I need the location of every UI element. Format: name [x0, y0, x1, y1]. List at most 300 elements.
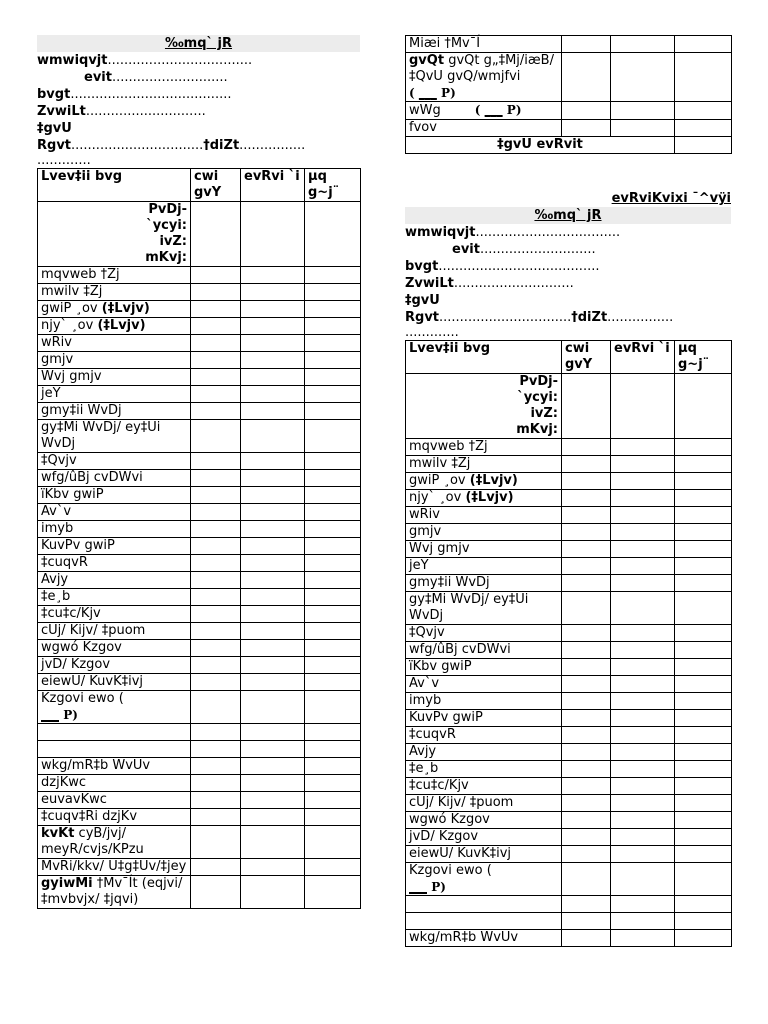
cell[interactable]	[241, 352, 305, 369]
item-name: wWg ( ___ P)	[406, 102, 562, 120]
cell[interactable]	[241, 606, 305, 623]
cell[interactable]	[305, 453, 361, 470]
meal-label: PvDj-	[519, 374, 558, 389]
field-label: ZvwiLt	[405, 276, 454, 291]
cell[interactable]	[675, 778, 732, 795]
cell[interactable]	[562, 524, 611, 541]
cell[interactable]	[675, 846, 732, 863]
table-row	[406, 761, 732, 778]
item-name: Wvj gmjv	[406, 541, 562, 558]
cell[interactable]	[675, 930, 732, 947]
item-name: ïKbv gwiP	[38, 487, 191, 504]
cell[interactable]	[611, 558, 675, 575]
field-label: bvgt	[37, 87, 71, 102]
cell[interactable]	[675, 812, 732, 829]
cell[interactable]	[191, 504, 241, 521]
cell[interactable]	[241, 572, 305, 589]
cell[interactable]	[191, 589, 241, 606]
cell[interactable]	[675, 795, 732, 812]
cell[interactable]	[191, 267, 241, 284]
cell[interactable]	[562, 795, 611, 812]
cell[interactable]	[241, 640, 305, 657]
cell[interactable]	[611, 102, 675, 120]
cell[interactable]	[675, 727, 732, 744]
item-name	[38, 724, 191, 741]
cell[interactable]	[191, 284, 241, 301]
cell[interactable]	[611, 36, 675, 53]
item-name: jeY	[406, 558, 562, 575]
col-quantity: cwi gvY	[562, 341, 611, 374]
cell[interactable]	[562, 374, 611, 439]
item-name: ‡Qvjv	[406, 625, 562, 642]
paren-close: P)	[63, 708, 78, 722]
cell[interactable]	[611, 896, 675, 913]
table-row	[38, 792, 361, 809]
cell[interactable]	[241, 741, 305, 758]
cell[interactable]	[611, 930, 675, 947]
cell[interactable]	[305, 691, 361, 724]
cell[interactable]	[611, 456, 675, 473]
header-line-4	[405, 275, 731, 292]
cell[interactable]	[562, 439, 611, 456]
cell[interactable]	[241, 792, 305, 809]
cell[interactable]	[675, 896, 732, 913]
cell[interactable]	[305, 504, 361, 521]
cell[interactable]	[675, 863, 732, 896]
table-row	[406, 439, 732, 456]
table-row	[406, 710, 732, 727]
cell[interactable]	[305, 809, 361, 826]
cell[interactable]	[191, 386, 241, 403]
cell[interactable]	[562, 659, 611, 676]
cell[interactable]	[241, 555, 305, 572]
cell[interactable]	[675, 374, 732, 439]
table-row	[38, 758, 361, 775]
cell[interactable]	[611, 829, 675, 846]
table-row	[406, 829, 732, 846]
item-name: Miæi †Mv¯Í	[406, 36, 562, 53]
cell[interactable]	[241, 202, 305, 267]
table-row	[406, 693, 732, 710]
paren-close: P)	[441, 86, 456, 100]
header-line-6	[37, 137, 360, 154]
cell[interactable]	[191, 301, 241, 318]
cell[interactable]	[241, 386, 305, 403]
cell[interactable]	[611, 744, 675, 761]
cell[interactable]	[675, 507, 732, 524]
cell[interactable]	[675, 490, 732, 507]
table-row	[38, 775, 361, 792]
table-row	[406, 913, 732, 930]
cell[interactable]	[562, 642, 611, 659]
cell[interactable]	[241, 775, 305, 792]
item-name: MvRi/kkv/ U‡g‡Uv/‡jey	[38, 859, 191, 876]
cell[interactable]	[611, 710, 675, 727]
item-name: ‡cuqvR	[38, 555, 191, 572]
cell[interactable]	[611, 625, 675, 642]
cell[interactable]	[611, 761, 675, 778]
cell[interactable]	[191, 538, 241, 555]
cell[interactable]	[305, 876, 361, 909]
cell[interactable]	[305, 674, 361, 691]
cell[interactable]	[241, 876, 305, 909]
cell[interactable]	[191, 470, 241, 487]
cell[interactable]	[611, 913, 675, 930]
cell[interactable]	[562, 761, 611, 778]
cell[interactable]	[675, 575, 732, 592]
field-blank: ................	[239, 138, 306, 153]
cell[interactable]	[611, 120, 675, 137]
cell[interactable]	[562, 507, 611, 524]
cell[interactable]	[562, 693, 611, 710]
cell[interactable]	[191, 352, 241, 369]
col-market-rate: evRvi `i	[611, 341, 675, 374]
cell[interactable]	[305, 792, 361, 809]
cell[interactable]	[191, 691, 241, 724]
header-line-7: .............	[405, 325, 459, 340]
cell[interactable]	[241, 267, 305, 284]
cell[interactable]	[191, 555, 241, 572]
item-name: eiewU/ KuvK‡ivj	[406, 846, 562, 863]
item-text: wWg	[409, 103, 441, 118]
cell[interactable]	[611, 795, 675, 812]
meal-label: mKvj:	[516, 422, 558, 437]
cell[interactable]	[191, 792, 241, 809]
cell[interactable]	[562, 863, 611, 896]
cell[interactable]	[305, 301, 361, 318]
table-row	[38, 335, 361, 352]
cell[interactable]	[562, 456, 611, 473]
cell[interactable]	[191, 521, 241, 538]
cell[interactable]	[675, 693, 732, 710]
table-row	[406, 812, 732, 829]
cell[interactable]	[191, 420, 241, 453]
cell[interactable]	[241, 674, 305, 691]
cell[interactable]	[191, 403, 241, 420]
cell[interactable]	[562, 541, 611, 558]
header-line-1	[405, 224, 731, 241]
meal-row	[38, 202, 361, 267]
cell[interactable]	[305, 284, 361, 301]
field-label: Rgvt	[37, 138, 72, 153]
item-name: ‡e¸b	[38, 589, 191, 606]
cell[interactable]	[305, 826, 361, 859]
cell[interactable]	[305, 386, 361, 403]
item-name: gmy‡ii WvDj	[406, 575, 562, 592]
cell[interactable]	[611, 642, 675, 659]
cell[interactable]	[305, 572, 361, 589]
table-row	[38, 284, 361, 301]
cell[interactable]	[191, 775, 241, 792]
item-name: imyb	[406, 693, 562, 710]
col-quantity: cwi gvY	[191, 169, 241, 202]
cell[interactable]	[305, 487, 361, 504]
form-title: ‰mq` jR	[37, 35, 360, 52]
cell[interactable]	[611, 507, 675, 524]
cell[interactable]	[611, 693, 675, 710]
cell[interactable]	[611, 524, 675, 541]
meal-row	[406, 374, 732, 439]
table-row	[406, 36, 732, 53]
cell[interactable]	[241, 859, 305, 876]
item-name: Avjy	[38, 572, 191, 589]
cell[interactable]	[562, 592, 611, 625]
cell[interactable]	[305, 521, 361, 538]
cell[interactable]	[675, 829, 732, 846]
cell[interactable]	[241, 369, 305, 386]
right-form	[405, 190, 731, 947]
cell[interactable]	[675, 456, 732, 473]
cell[interactable]	[305, 859, 361, 876]
cell[interactable]	[611, 676, 675, 693]
cell[interactable]	[562, 53, 611, 102]
cell[interactable]	[562, 36, 611, 53]
cell[interactable]	[241, 623, 305, 640]
cell[interactable]	[611, 473, 675, 490]
cell[interactable]	[562, 558, 611, 575]
item-name: mwilv ‡Zj	[38, 284, 191, 301]
cell[interactable]	[305, 775, 361, 792]
blank: ___	[484, 103, 503, 117]
cell[interactable]	[191, 606, 241, 623]
cell[interactable]	[305, 724, 361, 741]
cell[interactable]	[611, 374, 675, 439]
table-row	[38, 640, 361, 657]
cell[interactable]	[305, 657, 361, 674]
cell[interactable]	[611, 659, 675, 676]
cell[interactable]	[191, 487, 241, 504]
cell[interactable]	[611, 53, 675, 102]
cell[interactable]	[241, 521, 305, 538]
cell[interactable]	[611, 778, 675, 795]
cell[interactable]	[191, 640, 241, 657]
total-cell[interactable]	[675, 137, 732, 154]
table-row	[38, 403, 361, 420]
field-blank: .......................................	[70, 87, 232, 102]
cell[interactable]	[675, 102, 732, 120]
table-row	[38, 453, 361, 470]
cell[interactable]	[675, 710, 732, 727]
cell[interactable]	[675, 558, 732, 575]
cell[interactable]	[241, 724, 305, 741]
cell[interactable]	[675, 120, 732, 137]
cell[interactable]	[675, 53, 732, 102]
cell[interactable]	[191, 623, 241, 640]
cell[interactable]	[241, 589, 305, 606]
item-name: mwilv ‡Zj	[406, 456, 562, 473]
header-line-1	[37, 52, 360, 69]
cell[interactable]	[305, 202, 361, 267]
cell[interactable]	[675, 761, 732, 778]
meal-label: PvDj-	[148, 202, 187, 217]
cell[interactable]	[562, 744, 611, 761]
col-item-name: Lvev‡ii bvg	[38, 169, 191, 202]
cell[interactable]	[675, 473, 732, 490]
cell[interactable]	[241, 657, 305, 674]
item-name: KuvPv gwiP	[38, 538, 191, 555]
cell[interactable]	[675, 659, 732, 676]
cell[interactable]	[305, 741, 361, 758]
col-purchase-price: µq g~j¨	[675, 341, 732, 374]
cell[interactable]	[241, 284, 305, 301]
item-name: wkg/mR‡b WvUv	[406, 930, 562, 947]
cell[interactable]	[675, 592, 732, 625]
cell[interactable]	[305, 606, 361, 623]
table-row	[38, 572, 361, 589]
cell[interactable]	[675, 744, 732, 761]
cell[interactable]	[675, 439, 732, 456]
cell[interactable]	[611, 592, 675, 625]
item-name: wkg/mR‡b WvUv	[38, 758, 191, 775]
meal-label: `ycyi:	[146, 218, 187, 233]
cell[interactable]	[675, 676, 732, 693]
table-row	[38, 521, 361, 538]
cell[interactable]	[611, 846, 675, 863]
cell[interactable]	[675, 642, 732, 659]
item-name: cUj/ Kijv/ ‡puom	[38, 623, 191, 640]
cell[interactable]	[241, 504, 305, 521]
cell[interactable]	[191, 876, 241, 909]
cell[interactable]	[241, 470, 305, 487]
cell[interactable]	[191, 453, 241, 470]
cell[interactable]	[305, 267, 361, 284]
cell[interactable]	[241, 758, 305, 775]
cell[interactable]	[241, 420, 305, 453]
cell[interactable]	[562, 490, 611, 507]
cell[interactable]	[562, 930, 611, 947]
cell[interactable]	[241, 691, 305, 724]
header-line-6	[405, 309, 731, 326]
cell[interactable]	[611, 812, 675, 829]
cell[interactable]	[562, 120, 611, 137]
cell[interactable]	[305, 335, 361, 352]
cell[interactable]	[562, 710, 611, 727]
cell[interactable]	[191, 318, 241, 335]
cell[interactable]	[191, 202, 241, 267]
cell[interactable]	[191, 369, 241, 386]
cell[interactable]	[675, 913, 732, 930]
total-row	[406, 137, 732, 154]
cell[interactable]	[305, 589, 361, 606]
item-name	[38, 741, 191, 758]
cell[interactable]	[191, 674, 241, 691]
cell[interactable]	[611, 863, 675, 896]
cell[interactable]	[305, 403, 361, 420]
cell[interactable]	[305, 352, 361, 369]
item-name: ‡cu‡c/Kjv	[406, 778, 562, 795]
table-row	[38, 589, 361, 606]
meal-label: ivZ:	[159, 234, 187, 249]
cell[interactable]	[241, 403, 305, 420]
cell[interactable]	[611, 575, 675, 592]
item-name: euvavKwc	[38, 792, 191, 809]
cell[interactable]	[562, 473, 611, 490]
item-name: wgwó Kzgov	[38, 640, 191, 657]
cell[interactable]	[675, 541, 732, 558]
cell[interactable]	[305, 318, 361, 335]
item-name: kvKt cyB/jvj/ meyR/cvjs/KPzu	[38, 826, 191, 859]
cell[interactable]	[241, 335, 305, 352]
cell[interactable]	[241, 453, 305, 470]
cell[interactable]	[191, 758, 241, 775]
header-line-5	[37, 120, 360, 137]
cell[interactable]	[305, 640, 361, 657]
cell[interactable]	[611, 727, 675, 744]
cell[interactable]	[562, 676, 611, 693]
cell[interactable]	[241, 826, 305, 859]
cell[interactable]	[305, 555, 361, 572]
cell[interactable]	[562, 896, 611, 913]
table-row	[406, 930, 732, 947]
item-name: gwiP ¸ov (‡Lvjv)	[38, 301, 191, 318]
cell[interactable]	[562, 829, 611, 846]
cell[interactable]	[305, 538, 361, 555]
table-row	[38, 301, 361, 318]
field-blank: ............................	[111, 70, 228, 85]
cell[interactable]	[611, 490, 675, 507]
item-name: wfg/ûBj cvDWvi	[406, 642, 562, 659]
field-blank: ...................................	[475, 225, 621, 240]
table-row	[38, 487, 361, 504]
cell[interactable]	[305, 758, 361, 775]
item-name: wfg/ûBj cvDWvi	[38, 470, 191, 487]
item-name: gvQt gvQt g„‡Mj/iæB/ ‡QvU gvQ/wmjfvi ( ___ P)	[406, 53, 562, 102]
cell[interactable]	[675, 625, 732, 642]
cell[interactable]	[305, 623, 361, 640]
item-name: njy` ¸ov (‡Lvjv)	[406, 490, 562, 507]
cell[interactable]	[191, 724, 241, 741]
table-row	[406, 642, 732, 659]
cell[interactable]	[305, 420, 361, 453]
item-name: gmjv	[38, 352, 191, 369]
cell[interactable]	[562, 727, 611, 744]
cell[interactable]	[191, 572, 241, 589]
cell[interactable]	[241, 487, 305, 504]
cell[interactable]	[241, 538, 305, 555]
cell[interactable]	[562, 812, 611, 829]
header-line-2	[405, 241, 731, 258]
cell[interactable]	[562, 625, 611, 642]
cell[interactable]	[562, 778, 611, 795]
cell[interactable]	[562, 102, 611, 120]
cell[interactable]	[191, 657, 241, 674]
cell[interactable]	[305, 369, 361, 386]
cell[interactable]	[241, 809, 305, 826]
cell[interactable]	[191, 859, 241, 876]
header-line-7: .............	[37, 153, 91, 168]
cell[interactable]	[675, 524, 732, 541]
table-row	[406, 625, 732, 642]
cell[interactable]	[611, 541, 675, 558]
cell[interactable]	[675, 36, 732, 53]
cell[interactable]	[611, 439, 675, 456]
cell[interactable]	[562, 575, 611, 592]
item-name: jvD/ Kzgov	[406, 829, 562, 846]
cell[interactable]	[241, 301, 305, 318]
cell[interactable]	[562, 913, 611, 930]
cell[interactable]	[191, 741, 241, 758]
cell[interactable]	[191, 809, 241, 826]
cell[interactable]	[562, 846, 611, 863]
table-row	[406, 676, 732, 693]
blank: ___	[41, 708, 59, 722]
cell[interactable]	[241, 318, 305, 335]
cell[interactable]	[305, 470, 361, 487]
item-name: mqvweb †Zj	[406, 439, 562, 456]
purchase-table	[405, 340, 732, 947]
cell[interactable]	[191, 335, 241, 352]
cell[interactable]	[191, 826, 241, 859]
